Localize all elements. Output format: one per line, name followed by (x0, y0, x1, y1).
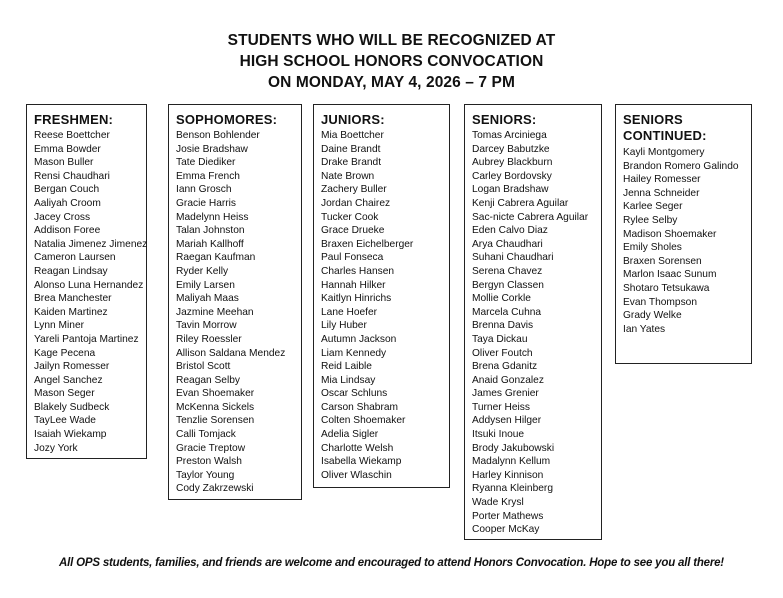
student-name: Daine Brandt (321, 143, 381, 155)
student-name: Mason Seger (34, 388, 95, 400)
student-name: Brenna Davis (472, 320, 534, 332)
seniors-column (464, 104, 602, 540)
student-name: Hailey Romesser (623, 174, 701, 186)
student-name: Maliyah Maas (176, 293, 239, 305)
student-name: Cooper McKay (472, 524, 540, 536)
student-name: Wade Krysl (472, 497, 524, 509)
student-name: Braxen Sorensen (623, 255, 702, 267)
student-name: Iann Grosch (176, 184, 232, 196)
student-name: Carson Shabram (321, 401, 399, 413)
student-name: Hannah Hilker (321, 279, 386, 291)
student-name: Tate Diediker (176, 157, 236, 169)
student-name: Logan Bradshaw (472, 184, 549, 196)
student-name: Josie Bradshaw (176, 143, 248, 155)
student-name: Porter Mathews (472, 510, 544, 522)
student-name: Rensi Chaudhari (34, 170, 110, 182)
title-line-1: STUDENTS WHO WILL BE RECOGNIZED AT (227, 32, 556, 49)
student-name: Brena Gdanitz (472, 361, 538, 373)
student-name: Oliver Foutch (472, 347, 533, 359)
sophomores-list (176, 129, 301, 496)
student-name: Addison Foree (34, 225, 101, 237)
title-line-2: HIGH SCHOOL HONORS CONVOCATION (239, 53, 544, 70)
student-name: Natalia Jimenez Jimenez (34, 238, 148, 250)
student-name: Mollie Corkle (472, 293, 531, 305)
student-name: Emma Bowder (34, 143, 101, 155)
student-name: Colten Shoemaker (321, 415, 406, 427)
student-name: Karlee Seger (623, 201, 683, 213)
student-name: Shotaro Tetsukawa (623, 282, 710, 294)
student-name: Taylor Young (176, 469, 235, 481)
student-name: Kaiden Martinez (34, 306, 108, 318)
student-name: Autumn Jackson (321, 333, 397, 345)
student-name: Drake Brandt (321, 157, 382, 169)
student-name: Cameron Laursen (34, 252, 116, 264)
student-name: Jailyn Romesser (34, 361, 110, 373)
student-name: Brandon Romero Galindo (623, 160, 739, 172)
student-name: Jordan Chairez (321, 197, 391, 209)
student-name: Adelia Sigler (321, 429, 379, 441)
student-name: Evan Thompson (623, 296, 697, 308)
student-name: Gracie Harris (176, 197, 237, 209)
page-title (0, 30, 783, 93)
sophomores-heading: SOPHOMORES: (176, 112, 278, 127)
student-name: Yareli Pantoja Martinez (34, 333, 139, 345)
student-name: Reagan Lindsay (34, 265, 108, 277)
student-name: Talan Johnston (176, 225, 245, 237)
student-name: Darcey Babutzke (472, 143, 550, 155)
student-name: Madelynn Heiss (176, 211, 249, 223)
student-name: Kage Pecena (34, 347, 96, 359)
student-name: Reese Boettcher (34, 130, 110, 141)
student-name: Isaiah Wiekamp (34, 429, 107, 441)
student-name: Oliver Wlaschin (321, 469, 392, 481)
juniors-heading: JUNIORS: (321, 112, 385, 127)
student-name: Zachery Buller (321, 184, 387, 196)
student-name: Emily Sholes (623, 242, 682, 254)
student-name: Charlotte Welsh (321, 442, 394, 454)
student-name: Carley Bordovsky (472, 170, 552, 182)
student-name: Madison Shoemaker (623, 228, 717, 240)
student-name: Ian Yates (623, 323, 666, 335)
student-name: Mason Buller (34, 157, 94, 169)
footer-note: All OPS students, families, and friends are welcome and encouraged to attend Honors Convocation. Hope to see you all there! (59, 557, 724, 569)
student-name: Anaid Gonzalez (472, 374, 544, 386)
sophomores-column (168, 104, 302, 500)
student-name: Brody Jakubowski (472, 442, 555, 454)
student-name: Angel Sanchez (34, 374, 103, 386)
student-name: Kenji Cabrera Aguilar (472, 197, 569, 209)
student-name: Marcela Cuhna (472, 306, 542, 318)
student-name: Bergyn Classen (472, 279, 544, 291)
student-name: Benson Bohlender (176, 130, 260, 141)
student-name: McKenna Sickels (176, 401, 255, 413)
student-name: Grace Drueke (321, 225, 385, 237)
student-name: Blakely Sudbeck (34, 401, 110, 413)
student-name: Sac-nicte Cabrera Aguilar (472, 211, 589, 223)
student-name: Eden Calvo Diaz (472, 225, 548, 237)
student-name: Bergan Couch (34, 184, 100, 196)
student-name: Preston Walsh (176, 456, 242, 468)
student-name: Allison Saldana Mendez (176, 347, 286, 359)
student-name: Grady Welke (623, 310, 682, 322)
student-name: Tavin Morrow (176, 320, 237, 332)
student-name: Jazmine Meehan (176, 306, 254, 318)
student-name: Addysen Hilger (472, 415, 542, 427)
juniors-list (321, 129, 449, 482)
student-name: Emily Larsen (176, 279, 235, 291)
student-name: Harley Kinnison (472, 469, 544, 481)
student-name: Bristol Scott (176, 361, 231, 373)
student-name: Liam Kennedy (321, 347, 387, 359)
freshmen-heading: FRESHMEN: (34, 112, 114, 127)
student-name: Raegan Kaufman (176, 252, 256, 264)
freshmen-list (34, 129, 146, 455)
student-name: Kaitlyn Hinrichs (321, 293, 392, 305)
student-name: Isabella Wiekamp (321, 456, 402, 468)
student-name: Reid Laible (321, 361, 372, 373)
student-name: Braxen Eichelberger (321, 238, 414, 250)
student-name: Lily Huber (321, 320, 367, 332)
seniors-continued-heading-line-1: SENIORS (623, 112, 683, 127)
student-name: Turner Heiss (472, 401, 530, 413)
seniors-continued-heading-line-2: CONTINUED: (623, 128, 707, 143)
student-name: Jenna Schneider (623, 187, 700, 199)
student-name: Emma French (176, 170, 240, 182)
student-name: Suhani Chaudhari (472, 252, 554, 264)
student-name: Tenzlie Sorensen (176, 415, 255, 427)
student-name: Rylee Selby (623, 214, 678, 226)
student-name: Tomas Arciniega (472, 130, 547, 141)
seniors-heading: SENIORS: (472, 112, 537, 127)
student-name: Calli Tomjack (176, 429, 236, 441)
seniors-list (472, 129, 601, 537)
student-name: Aubrey Blackburn (472, 157, 553, 169)
student-name: Gracie Treptow (176, 442, 246, 454)
student-name: Oscar Schluns (321, 388, 388, 400)
student-name: Itsuki Inoue (472, 429, 525, 441)
student-name: Ryanna Kleinberg (472, 483, 553, 495)
student-name: Jozy York (34, 442, 78, 454)
student-name: Riley Roessler (176, 333, 242, 345)
student-name: Kayli Montgomery (623, 147, 705, 158)
student-name: Taya Dickau (472, 333, 528, 345)
seniors-continued-list (623, 146, 751, 336)
freshmen-column (26, 104, 147, 459)
student-name: Nate Brown (321, 170, 375, 182)
student-name: Tucker Cook (321, 211, 379, 223)
student-name: Brea Manchester (34, 293, 112, 305)
student-name: Lynn Miner (34, 320, 85, 332)
student-name: Alonso Luna Hernandez (34, 279, 144, 291)
student-name: Lane Hoefer (321, 306, 378, 318)
student-name: Ryder Kelly (176, 265, 229, 277)
seniors-continued-heading (623, 112, 751, 144)
title-line-3: ON MONDAY, MAY 4, 2026 – 7 PM (268, 74, 515, 91)
student-name: Mariah Kallhoff (176, 238, 244, 250)
student-name: Madalynn Kellum (472, 456, 551, 468)
seniors-continued-column (615, 104, 752, 364)
student-name: Charles Hansen (321, 265, 395, 277)
student-name: Evan Shoemaker (176, 388, 255, 400)
student-name: James Grenier (472, 388, 539, 400)
student-name: Marlon Isaac Sunum (623, 269, 717, 281)
student-name: Jacey Cross (34, 211, 91, 223)
student-name: Arya Chaudhari (472, 238, 543, 250)
student-name: Reagan Selby (176, 374, 241, 386)
student-name: Cody Zakrzewski (176, 483, 254, 495)
student-name: Paul Fonseca (321, 252, 384, 264)
student-name: Aaliyah Croom (34, 197, 101, 209)
student-name: TayLee Wade (34, 415, 96, 427)
juniors-column (313, 104, 450, 488)
student-name: Mia Lindsay (321, 374, 376, 386)
student-name: Mia Boettcher (321, 130, 384, 141)
student-name: Serena Chavez (472, 265, 543, 277)
